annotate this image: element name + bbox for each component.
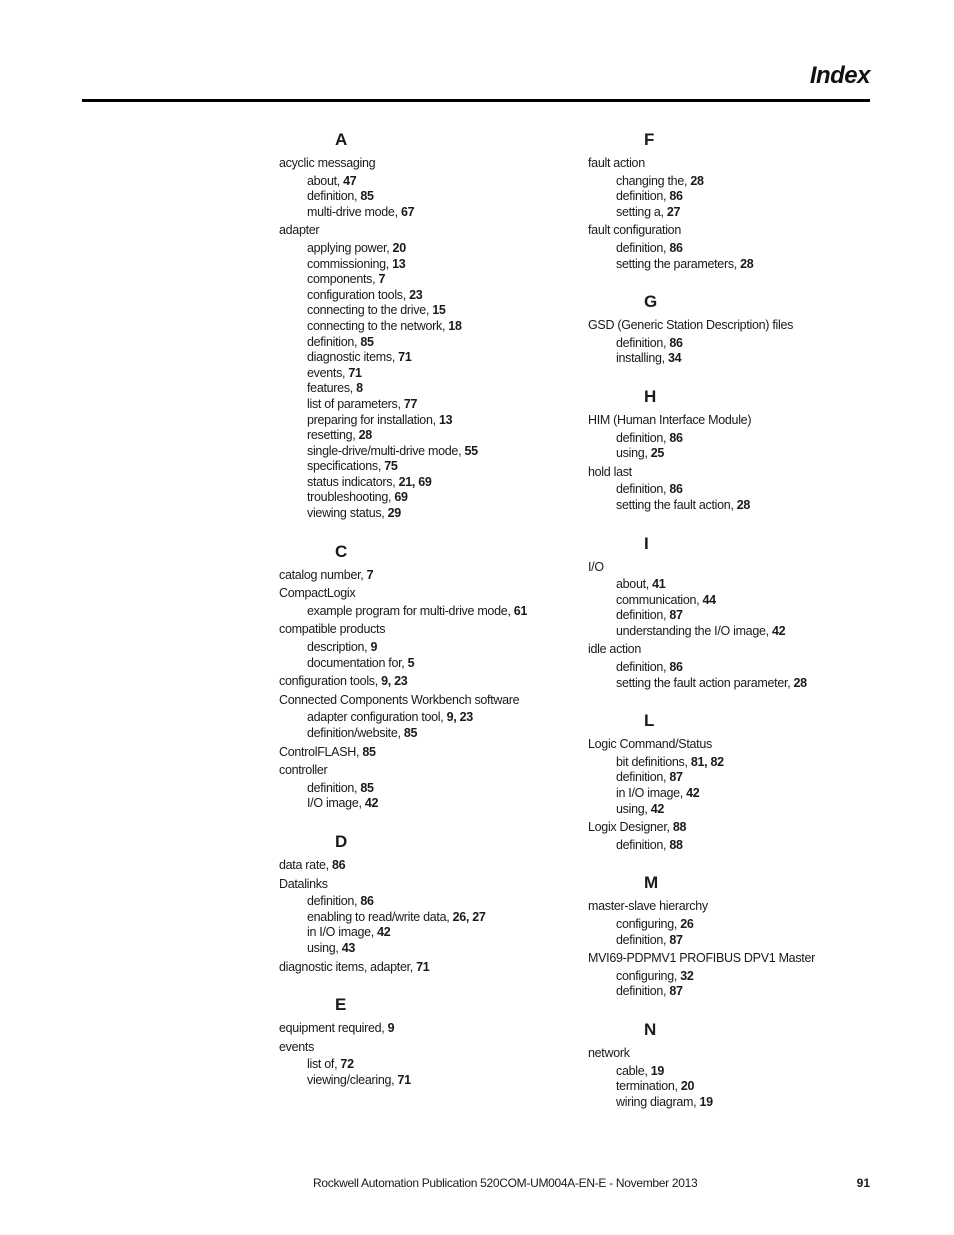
subentry-text: specifications, <box>307 459 385 474</box>
page-reference[interactable]: 41 <box>652 577 666 592</box>
index-subentry <box>588 1064 888 1080</box>
index-subentry <box>279 796 579 812</box>
index-subentry <box>588 624 888 640</box>
subentry-text: events, <box>307 365 349 380</box>
subentry-text: troubleshooting, <box>307 490 395 505</box>
subentry-text: diagnostic items, <box>307 350 399 365</box>
term-text: network <box>588 1045 630 1060</box>
page-reference[interactable]: 15 <box>432 303 446 318</box>
subentry-text: definition/website, <box>307 726 404 740</box>
subentry-text: cable, <box>616 1063 651 1078</box>
index-subentry <box>588 1095 888 1111</box>
footer-page-number: 91 <box>856 1176 870 1190</box>
page-reference[interactable]: 86 <box>669 482 683 497</box>
index-subentry <box>279 894 579 910</box>
page-reference[interactable]: 85 <box>403 726 418 740</box>
index-subentry <box>588 577 888 593</box>
index-subentry <box>588 257 888 273</box>
index-subentry <box>279 189 579 205</box>
index-subentry <box>588 498 888 514</box>
subentry-text: setting the fault action parameter, <box>616 675 794 690</box>
page-reference[interactable]: 42 <box>364 796 379 811</box>
page-reference[interactable]: 86 <box>332 857 346 872</box>
page-reference[interactable]: 71 <box>348 365 362 380</box>
term-text: ControlFLASH, <box>279 744 363 759</box>
page-reference[interactable]: 47 <box>343 173 357 188</box>
index-subentry <box>588 770 888 786</box>
index-term <box>588 820 888 836</box>
page-reference[interactable]: 77 <box>403 396 418 411</box>
page-reference[interactable]: 42 <box>377 925 391 940</box>
index-subentry <box>588 241 888 257</box>
subentry-text: definition, <box>616 608 670 623</box>
page-reference[interactable]: 42 <box>772 623 786 638</box>
section-letter: M <box>644 873 659 893</box>
page-reference[interactable]: 28 <box>358 428 372 443</box>
index-term <box>588 642 888 658</box>
subentry-text: applying power, <box>307 240 393 255</box>
index-subentry <box>588 933 888 949</box>
term-text: Connected Components Workbench software <box>279 692 520 707</box>
index-term <box>279 586 579 602</box>
index-term <box>588 560 888 576</box>
subentry-text: description, <box>307 640 371 655</box>
subentry-text: configuring, <box>616 968 681 983</box>
page-reference[interactable]: 88 <box>669 837 683 852</box>
page-reference[interactable]: 19 <box>650 1063 665 1078</box>
subentry-text: about, <box>307 173 344 188</box>
subentry-text: preparing for installation, <box>307 412 439 427</box>
index-section <box>588 128 888 272</box>
index-subentry <box>279 726 579 742</box>
term-text: diagnostic items, adapter, <box>279 959 417 974</box>
section-letter: D <box>335 831 348 851</box>
title-rule <box>82 99 870 102</box>
index-term <box>588 318 888 334</box>
index-subentry <box>588 593 888 609</box>
index-subentry <box>279 910 579 926</box>
index-term <box>279 568 579 584</box>
page-reference[interactable]: 86 <box>360 894 374 909</box>
term-text: equipment required, <box>279 1021 388 1036</box>
index-term <box>279 960 579 976</box>
index-subentry <box>279 319 579 335</box>
index-subentry <box>279 428 579 444</box>
index-subentry <box>588 660 888 676</box>
page-reference[interactable]: 86 <box>669 240 683 255</box>
page-reference[interactable]: 87 <box>669 770 683 785</box>
index-subentry <box>588 174 888 190</box>
subentry-text: definition, <box>616 482 670 497</box>
index-section <box>279 993 579 1088</box>
index-section <box>588 385 888 514</box>
page-reference[interactable]: 9 <box>370 640 378 655</box>
index-subentry <box>588 608 888 624</box>
index-subentry <box>279 350 579 366</box>
subentry-text: using, <box>307 940 342 955</box>
index-column-left <box>279 128 579 1107</box>
page-reference[interactable]: 88 <box>672 820 687 835</box>
subentry-text: single-drive/multi-drive mode, <box>307 443 465 458</box>
subentry-text: list of, <box>307 1057 341 1072</box>
page-reference[interactable]: 27 <box>666 204 681 219</box>
page-title: Index <box>809 62 870 89</box>
page-reference[interactable]: 20 <box>680 1079 695 1094</box>
index-term <box>279 622 579 638</box>
term-text: configuration tools, <box>279 674 382 689</box>
index-subentry <box>279 366 579 382</box>
page-reference[interactable]: 44 <box>702 592 716 607</box>
term-text: master-slave hierarchy <box>588 899 708 914</box>
page-reference[interactable]: 87 <box>669 932 683 947</box>
index-subentry <box>279 640 579 656</box>
page-reference[interactable]: 21, 69 <box>398 474 432 489</box>
page-reference[interactable]: 34 <box>668 351 682 366</box>
page-reference[interactable]: 8 <box>356 381 363 396</box>
page-reference[interactable]: 20 <box>392 240 406 255</box>
subentry-text: in I/O image, <box>616 786 687 801</box>
page-reference[interactable]: 86 <box>669 335 683 350</box>
subentry-text: definition, <box>616 770 670 785</box>
page-reference[interactable]: 85 <box>362 744 376 759</box>
section-letter: E <box>335 995 347 1015</box>
index-subentry <box>588 431 888 447</box>
index-subentry <box>588 838 888 854</box>
subentry-text: definition, <box>307 894 361 909</box>
term-text: fault action <box>588 156 645 170</box>
term-text: Logic Command/Status <box>588 737 712 752</box>
index-term <box>279 693 579 709</box>
subentry-text: multi-drive mode, <box>307 204 401 219</box>
subentry-text: definition, <box>616 837 670 852</box>
index-subentry <box>588 336 888 352</box>
subentry-text: features, <box>307 381 357 396</box>
term-text: data rate, <box>279 857 332 872</box>
index-subentry <box>279 490 579 506</box>
index-term <box>588 951 888 967</box>
page-reference[interactable]: 42 <box>650 801 665 816</box>
section-letter: L <box>644 711 655 731</box>
index-section <box>279 128 579 522</box>
subentry-text: connecting to the drive, <box>307 303 433 318</box>
page-reference[interactable]: 71 <box>416 959 430 974</box>
index-subentry <box>279 604 579 620</box>
section-letter: H <box>644 386 657 406</box>
page-reference[interactable]: 29 <box>387 506 401 521</box>
index-term <box>279 156 579 172</box>
index-subentry <box>279 781 579 797</box>
index-subentry <box>279 303 579 319</box>
subentry-text: configuring, <box>616 917 681 931</box>
subentry-text: in I/O image, <box>307 925 378 940</box>
index-subentry <box>279 205 579 221</box>
subentry-text: setting the fault action, <box>616 497 737 512</box>
page-reference[interactable]: 42 <box>686 786 700 801</box>
page-reference[interactable]: 61 <box>513 603 528 618</box>
index-subentry <box>279 925 579 941</box>
index-subentry <box>279 1057 579 1073</box>
subentry-text: status indicators, <box>307 474 399 489</box>
page-reference[interactable]: 87 <box>669 984 683 999</box>
index-section <box>588 1018 888 1110</box>
term-text: I/O <box>588 559 604 574</box>
subentry-text: definition, <box>307 780 361 795</box>
index-section <box>588 709 888 853</box>
term-text: controller <box>279 763 328 778</box>
page-reference[interactable]: 69 <box>394 490 408 505</box>
page-reference[interactable]: 18 <box>448 318 462 333</box>
page-reference[interactable]: 81, 82 <box>690 754 724 769</box>
footer-publication: Rockwell Automation Publication 520COM-UM004A-EN-E - November 2013 <box>313 1176 698 1190</box>
term-text: fault configuration <box>588 223 681 238</box>
subentry-text: definition, <box>616 430 670 445</box>
index-subentry <box>588 969 888 985</box>
subentry-text: adapter configuration tool, <box>307 710 447 725</box>
page-reference[interactable]: 28 <box>793 675 807 690</box>
subentry-text: I/O image, <box>307 796 365 811</box>
subentry-text: communication, <box>616 592 703 607</box>
index-subentry <box>279 710 579 726</box>
index-subentry <box>279 257 579 273</box>
page-reference[interactable]: 9, 23 <box>381 674 408 689</box>
page-reference[interactable]: 26, 27 <box>452 909 486 924</box>
term-text: adapter <box>279 223 320 238</box>
page-reference[interactable]: 85 <box>360 189 374 204</box>
index-subentry <box>279 941 579 957</box>
page-reference[interactable]: 13 <box>438 412 453 427</box>
index-subentry <box>588 802 888 818</box>
index-term <box>279 223 579 239</box>
index-subentry <box>588 205 888 221</box>
index-subentry <box>279 335 579 351</box>
index-section <box>588 532 888 692</box>
page-reference[interactable]: 9 <box>387 1021 395 1036</box>
index-term <box>279 674 579 690</box>
subentry-text: bit definitions, <box>616 754 691 769</box>
index-term <box>588 737 888 753</box>
index-term <box>588 156 888 172</box>
subentry-text: enabling to read/write data, <box>307 909 453 924</box>
term-text: acyclic messaging <box>279 156 376 170</box>
subentry-text: termination, <box>616 1079 681 1094</box>
page-reference[interactable]: 7 <box>366 567 374 582</box>
subentry-text: commissioning, <box>307 256 393 271</box>
index-subentry <box>588 755 888 771</box>
index-section <box>588 290 888 367</box>
subentry-text: viewing status, <box>307 506 388 521</box>
subentry-text: setting a, <box>616 204 667 219</box>
page-reference[interactable]: 55 <box>464 443 478 458</box>
section-letter: F <box>644 130 655 149</box>
page-reference[interactable]: 85 <box>360 334 374 349</box>
term-text: HIM (Human Interface Module) <box>588 412 752 427</box>
index-subentry <box>279 656 579 672</box>
index-term <box>279 1040 579 1056</box>
subentry-text: definition, <box>307 189 361 204</box>
subentry-text: example program for multi-drive mode, <box>307 603 514 618</box>
page-reference[interactable]: 28 <box>690 173 704 188</box>
section-letter: G <box>644 292 658 312</box>
subentry-text: definition, <box>307 334 361 349</box>
term-text: idle action <box>588 642 641 657</box>
page-reference[interactable]: 28 <box>736 497 751 512</box>
subentry-text: wiring diagram, <box>616 1094 700 1109</box>
subentry-text: definition, <box>616 984 670 999</box>
term-text: MVI69-PDPMV1 PROFIBUS DPV1 Master <box>588 951 815 966</box>
term-text: events <box>279 1039 315 1054</box>
term-text: Datalinks <box>279 876 328 891</box>
index-column-right <box>588 128 888 1128</box>
index-subentry <box>588 676 888 692</box>
subentry-text: configuration tools, <box>307 287 410 302</box>
term-text: GSD (Generic Station Description) files <box>588 318 794 333</box>
index-subentry <box>279 288 579 304</box>
index-term <box>279 763 579 779</box>
term-text: hold last <box>588 464 632 479</box>
subentry-text: setting the parameters, <box>616 256 741 271</box>
index-subentry <box>279 413 579 429</box>
page-reference[interactable]: 86 <box>669 430 683 445</box>
page-reference[interactable]: 71 <box>398 350 412 365</box>
index-subentry <box>279 444 579 460</box>
page-reference[interactable]: 67 <box>400 204 415 219</box>
index-term <box>279 1021 579 1037</box>
subentry-text: using, <box>616 446 651 461</box>
page-reference[interactable]: 72 <box>340 1057 354 1072</box>
page-reference[interactable]: 19 <box>699 1094 713 1109</box>
index-subentry <box>588 984 888 1000</box>
subentry-text: list of parameters, <box>307 396 404 411</box>
term-text: Logix Designer, <box>588 820 673 835</box>
page-reference[interactable]: 7 <box>378 272 386 287</box>
index-subentry <box>588 446 888 462</box>
index-subentry <box>279 174 579 190</box>
subentry-text: installing, <box>616 351 668 366</box>
page-reference[interactable]: 75 <box>384 459 398 474</box>
index-subentry <box>588 189 888 205</box>
subentry-text: definition, <box>616 660 670 675</box>
index-subentry <box>279 272 579 288</box>
subentry-text: definition, <box>616 932 670 947</box>
index-subentry <box>279 241 579 257</box>
page-reference[interactable]: 71 <box>397 1072 411 1087</box>
page-reference[interactable]: 86 <box>669 660 683 675</box>
section-letter: C <box>335 541 348 561</box>
index-subentry <box>588 917 888 933</box>
subentry-text: about, <box>616 577 653 592</box>
index-subentry <box>588 786 888 802</box>
index-subentry <box>279 475 579 491</box>
subentry-text: resetting, <box>307 428 359 443</box>
page-reference[interactable]: 87 <box>669 608 683 623</box>
subentry-text: connecting to the network, <box>307 318 449 333</box>
page-reference[interactable]: 25 <box>650 446 665 461</box>
index-subentry <box>279 381 579 397</box>
index-term <box>588 899 888 915</box>
index-subentry <box>279 1073 579 1089</box>
index-section <box>588 871 888 1000</box>
index-subentry <box>588 1079 888 1095</box>
subentry-text: definition, <box>616 240 670 255</box>
index-section <box>279 830 579 975</box>
section-letter: A <box>335 130 348 149</box>
subentry-text: understanding the I/O image, <box>616 623 772 638</box>
index-term <box>588 413 888 429</box>
index-subentry <box>279 397 579 413</box>
index-term <box>279 858 579 874</box>
index-term <box>588 465 888 481</box>
section-letter: N <box>644 1019 657 1039</box>
page-reference[interactable]: 5 <box>407 655 415 670</box>
term-text: compatible products <box>279 622 386 637</box>
index-term <box>588 223 888 239</box>
section-letter: I <box>644 533 649 553</box>
index-term <box>279 745 579 761</box>
index-subentry <box>279 506 579 522</box>
term-text: CompactLogix <box>279 586 356 601</box>
page-reference[interactable]: 26 <box>680 917 694 931</box>
page-reference[interactable]: 85 <box>360 780 374 795</box>
index-section <box>279 540 579 812</box>
index-term <box>279 877 579 893</box>
subentry-text: documentation for, <box>307 655 408 670</box>
term-text: catalog number, <box>279 567 367 582</box>
page-reference[interactable]: 13 <box>392 256 406 271</box>
page-reference[interactable]: 32 <box>680 968 694 983</box>
index-term <box>588 1046 888 1062</box>
index-subentry <box>588 482 888 498</box>
subentry-text: using, <box>616 801 651 816</box>
index-subentry <box>588 351 888 367</box>
page-reference[interactable]: 9, 23 <box>446 710 473 725</box>
subentry-text: components, <box>307 272 379 287</box>
subentry-text: changing the, <box>616 173 691 188</box>
page-reference[interactable]: 28 <box>740 256 754 271</box>
subentry-text: definition, <box>616 335 670 350</box>
page-reference[interactable]: 86 <box>669 189 683 204</box>
subentry-text: definition, <box>616 189 670 204</box>
index-subentry <box>279 459 579 475</box>
subentry-text: viewing/clearing, <box>307 1072 398 1087</box>
page-reference[interactable]: 23 <box>409 287 423 302</box>
page-reference[interactable]: 43 <box>341 940 356 955</box>
